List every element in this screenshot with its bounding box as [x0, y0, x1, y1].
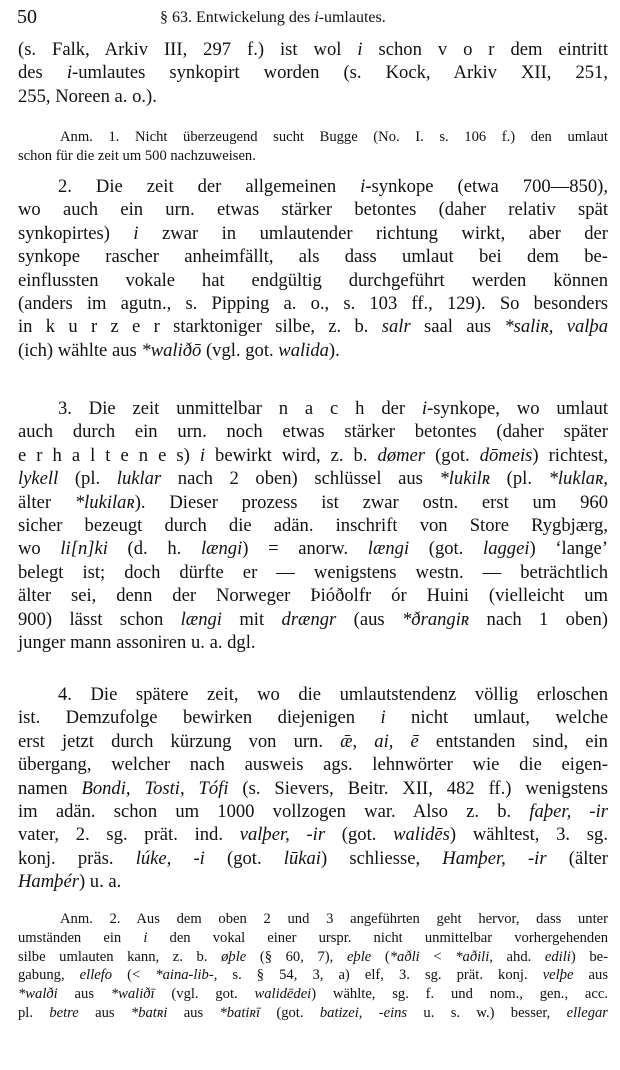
text: ) = anorw.	[242, 538, 368, 560]
text-line	[18, 339, 608, 362]
text: ) be-	[570, 948, 608, 965]
text: vater, 2. sg. prät. ind.	[18, 824, 240, 846]
text: nach 1 oben)	[469, 608, 608, 630]
text: wo auch ein urn. etwas stärker betontes (daher relativ spät	[18, 199, 608, 221]
text: ).	[328, 339, 340, 361]
italic-text: walida	[278, 339, 329, 361]
italic-text: *lukilaʀ	[74, 491, 135, 513]
text: (aus	[336, 608, 402, 630]
italic-text: luklar	[116, 468, 162, 490]
paragraph	[18, 38, 608, 108]
text-line	[18, 929, 608, 948]
italic-text: længi	[180, 608, 222, 630]
italic-text: velþe	[542, 967, 574, 984]
text: übergang, welcher nach ausweis ags. lehnwörter wie die eigen-	[18, 754, 608, 776]
text-line	[18, 730, 608, 753]
italic-text: salr	[381, 316, 411, 338]
text-line	[18, 561, 608, 584]
text: umständen ein	[18, 929, 144, 946]
text-line	[18, 706, 608, 729]
text-line	[18, 222, 608, 245]
text-line	[18, 491, 608, 514]
italic-text: *batiʀī	[219, 1004, 261, 1021]
text-line	[18, 608, 608, 631]
text: (got.	[260, 1004, 320, 1021]
text: 900) lässt schon	[18, 608, 181, 630]
text: wo	[18, 538, 61, 560]
text-line	[18, 910, 608, 929]
italic-text: betre	[49, 1004, 79, 1021]
text-line	[18, 985, 608, 1004]
italic-text: ǣ, ai, ē	[340, 730, 419, 752]
text: nicht umlaut, welche	[385, 707, 608, 729]
text: synkope rascher anheimfällt, als dass umlaut bei dem be-	[18, 246, 608, 268]
italic-text: walidēs	[393, 824, 450, 846]
text: <	[419, 948, 456, 965]
text: auch durch ein urn. noch etwas stärker betontes (daher später	[18, 421, 608, 443]
italic-text: lúke, -i	[135, 847, 205, 869]
text: namen	[18, 777, 82, 799]
text: (got.	[204, 847, 284, 869]
italic-text: *lukilʀ	[439, 468, 491, 490]
paragraph	[18, 683, 608, 894]
italic-text: faþer, -ir	[529, 801, 609, 823]
italic-text: i	[421, 398, 428, 419]
text: älter sei, denn der Norweger Þióðolfr ór Huini (vielleicht um	[18, 585, 608, 607]
text: e r h a l t e n e s)	[18, 444, 200, 466]
annotation-note	[18, 128, 608, 166]
italic-text: i	[66, 62, 73, 84]
text: (vgl. got.	[201, 339, 279, 361]
text: belegt ist; doch dürfte er — wenigstens westn. — beträchtlich	[18, 561, 608, 583]
text: synkopirtes)	[18, 222, 134, 244]
section-title-italic: i	[314, 9, 319, 26]
italic-text: *aðili	[455, 948, 490, 965]
text: aus	[167, 1004, 220, 1021]
text-line	[18, 823, 608, 846]
italic-text: *waliðō	[141, 339, 202, 361]
text: (got.	[325, 824, 394, 846]
text: einflussten vokale hat endgültig durchgeführt werden können	[18, 269, 608, 291]
italic-text: Bondi, Tosti, Tófi	[81, 777, 229, 799]
text-line	[18, 948, 608, 967]
text-line	[18, 269, 608, 292]
text: ) ‘lange’	[529, 538, 609, 560]
text: (ich) wählte aus	[18, 339, 142, 361]
text: (<	[112, 967, 156, 984]
text: in k u r z e r starktoniger silbe, z. b.	[18, 316, 382, 338]
italic-text: eþle	[346, 948, 372, 965]
text-line	[18, 397, 608, 420]
text: 255, Noreen a. o.).	[18, 85, 157, 107]
text: ). Dieser prozess ist zwar ostn. erst um 960	[134, 491, 608, 513]
italic-text: i	[380, 707, 386, 729]
text: 4. Die spätere zeit, wo die umlautstendenz völlig erloschen	[58, 684, 608, 705]
text: -synkope, wo umlaut	[427, 398, 608, 419]
text-line	[18, 292, 608, 315]
text: sicher bezeugt durch die adän. inschrift von Store Rygbjærg,	[18, 515, 608, 537]
text-line	[18, 315, 608, 338]
text: (s. Sievers, Beitr. XII, 482 ff.) wenigstens	[228, 777, 609, 799]
text: (	[371, 948, 390, 965]
italic-text: Hamþer, -ir	[442, 847, 547, 869]
text: -synkope (etwa 700—850),	[365, 176, 608, 197]
text-line	[18, 1004, 608, 1023]
text-line	[18, 245, 608, 268]
text-line	[18, 847, 608, 870]
italic-text: længi	[200, 538, 243, 560]
text: aus	[57, 986, 111, 1003]
text: (got.	[425, 444, 480, 466]
italic-text: edili	[544, 948, 571, 965]
text-line	[18, 870, 608, 893]
text: Anm. 2. Aus dem oben 2 und 3 angeführten geht hervor, dass unter	[60, 911, 608, 927]
italic-text: drængr	[281, 608, 337, 630]
text: erst jetzt durch kürzung von urn.	[18, 730, 341, 752]
text: aus	[78, 1004, 131, 1021]
italic-text: ellefo	[79, 967, 113, 984]
text-line	[18, 420, 608, 443]
italic-text: batizei, -eins	[319, 1004, 408, 1021]
text: saal aus	[410, 316, 505, 338]
italic-text: laggei	[483, 538, 530, 560]
text: mit	[221, 608, 282, 630]
section-title	[160, 9, 386, 27]
italic-text: i	[357, 39, 363, 60]
italic-text: i	[199, 444, 206, 466]
text: Anm. 1. Nicht überzeugend sucht Bugge (No. I. s. 106 f.) den umlaut	[60, 129, 608, 145]
paragraph	[18, 175, 608, 362]
italic-text: øþle	[221, 948, 247, 965]
text-line	[18, 38, 608, 61]
text: ,	[603, 468, 608, 490]
text: (s. Falk, Arkiv III, 297 f.) ist wol	[18, 39, 358, 60]
text: pl.	[18, 1004, 50, 1021]
text: entstanden sind, ein	[418, 730, 608, 752]
text-line	[18, 800, 608, 823]
text: schon v o r dem eintritt	[362, 39, 608, 60]
section-title-text: -umlautes.	[318, 9, 386, 26]
text-line	[18, 85, 608, 108]
text: (vgl. got.	[154, 986, 255, 1003]
text: bewirkt wird, z. b.	[205, 444, 378, 466]
text: den vokal einer urspr. nicht unmittelbar vorhergehenden	[147, 929, 608, 946]
text-line	[18, 514, 608, 537]
text: (älter	[546, 847, 608, 869]
text-line	[18, 175, 608, 198]
italic-text: *luklaʀ	[548, 468, 604, 490]
italic-text: lykell	[18, 468, 59, 490]
text-line	[18, 537, 608, 560]
text: ) u. a.	[78, 871, 122, 893]
italic-text: *aðli	[389, 948, 420, 965]
text-line	[18, 584, 608, 607]
text: , ahd.	[489, 948, 545, 965]
text: (pl.	[58, 468, 117, 490]
text-line	[18, 777, 608, 800]
italic-text: valþer, -ir	[239, 824, 326, 846]
text: u. s. w.) besser,	[407, 1004, 567, 1021]
italic-text: *saliʀ, valþa	[504, 316, 609, 338]
italic-text: længi	[367, 538, 410, 560]
italic-text: li[n]ki	[60, 538, 108, 560]
italic-text: lūkai	[283, 847, 321, 869]
text-line	[18, 198, 608, 221]
italic-text: i	[143, 929, 148, 946]
annotation-note	[18, 910, 608, 1023]
italic-text: dōmeis	[479, 444, 533, 466]
text: im adän. schon um 1000 vollzogen war. Also z. b.	[18, 801, 530, 823]
text-line	[18, 966, 608, 985]
text: (§ 60, 7),	[246, 948, 347, 965]
text: -umlautes synkopirt worden (s. Kock, Arkiv XII, 251,	[72, 62, 608, 84]
italic-text: ellegar	[566, 1004, 608, 1021]
text: (pl.	[490, 468, 549, 490]
text: schon für die zeit um 500 nachzuweisen.	[18, 147, 256, 164]
italic-text: i	[133, 222, 139, 244]
italic-text: *batʀi	[130, 1004, 168, 1021]
italic-text: Hamþér	[18, 871, 79, 893]
text: ) schliesse,	[320, 847, 443, 869]
italic-text: *walði	[18, 986, 58, 1003]
italic-text: dømer	[377, 444, 426, 466]
text: junger mann assoniren u. a. dgl.	[18, 632, 256, 654]
text-line	[18, 444, 608, 467]
text: gabung,	[18, 967, 80, 984]
italic-text: *waliðī	[110, 986, 155, 1003]
text: konj. präs.	[18, 847, 136, 869]
text: des	[18, 62, 67, 84]
text: ) richtest,	[532, 444, 608, 466]
text: nach 2 oben) schlüssel aus	[161, 468, 440, 490]
text: (d. h.	[107, 538, 201, 560]
text-line	[18, 753, 608, 776]
page-number: 50	[17, 6, 37, 28]
text: (anders im agutn., s. Pipping a. o., s. 103 ff., 129). So besonders	[18, 293, 608, 315]
text-line	[18, 467, 608, 490]
text: , s. § 54, 3, a) elf, 3. sg. prät. konj.	[213, 967, 543, 984]
text: ist. Demzufolge bewirken diejenigen	[18, 707, 381, 729]
text-line	[18, 61, 608, 84]
text: ) wählte, sg. f. und nom., gen., acc.	[311, 986, 608, 1003]
text: 3. Die zeit unmittelbar n a c h der	[58, 398, 422, 419]
section-title-text: § 63. Entwickelung des	[160, 9, 315, 26]
text: 2. Die zeit der allgemeinen	[58, 176, 361, 197]
text: älter	[18, 491, 75, 513]
italic-text: walidēdei	[254, 986, 312, 1003]
text: ) wähltest, 3. sg.	[449, 824, 608, 846]
italic-text: *ðrangiʀ	[402, 608, 470, 630]
italic-text: i	[360, 176, 366, 197]
text-line	[18, 128, 608, 147]
text: (got.	[409, 538, 484, 560]
paragraph	[18, 397, 608, 654]
text: zwar in umlautender richtung wirkt, aber der	[138, 222, 608, 244]
text-line	[18, 147, 608, 166]
italic-text: *aina-lib-	[155, 967, 214, 984]
text-line	[18, 631, 608, 654]
text: silbe umlauten kann, z. b.	[18, 948, 222, 965]
text-line	[18, 683, 608, 706]
text: aus	[573, 967, 608, 984]
